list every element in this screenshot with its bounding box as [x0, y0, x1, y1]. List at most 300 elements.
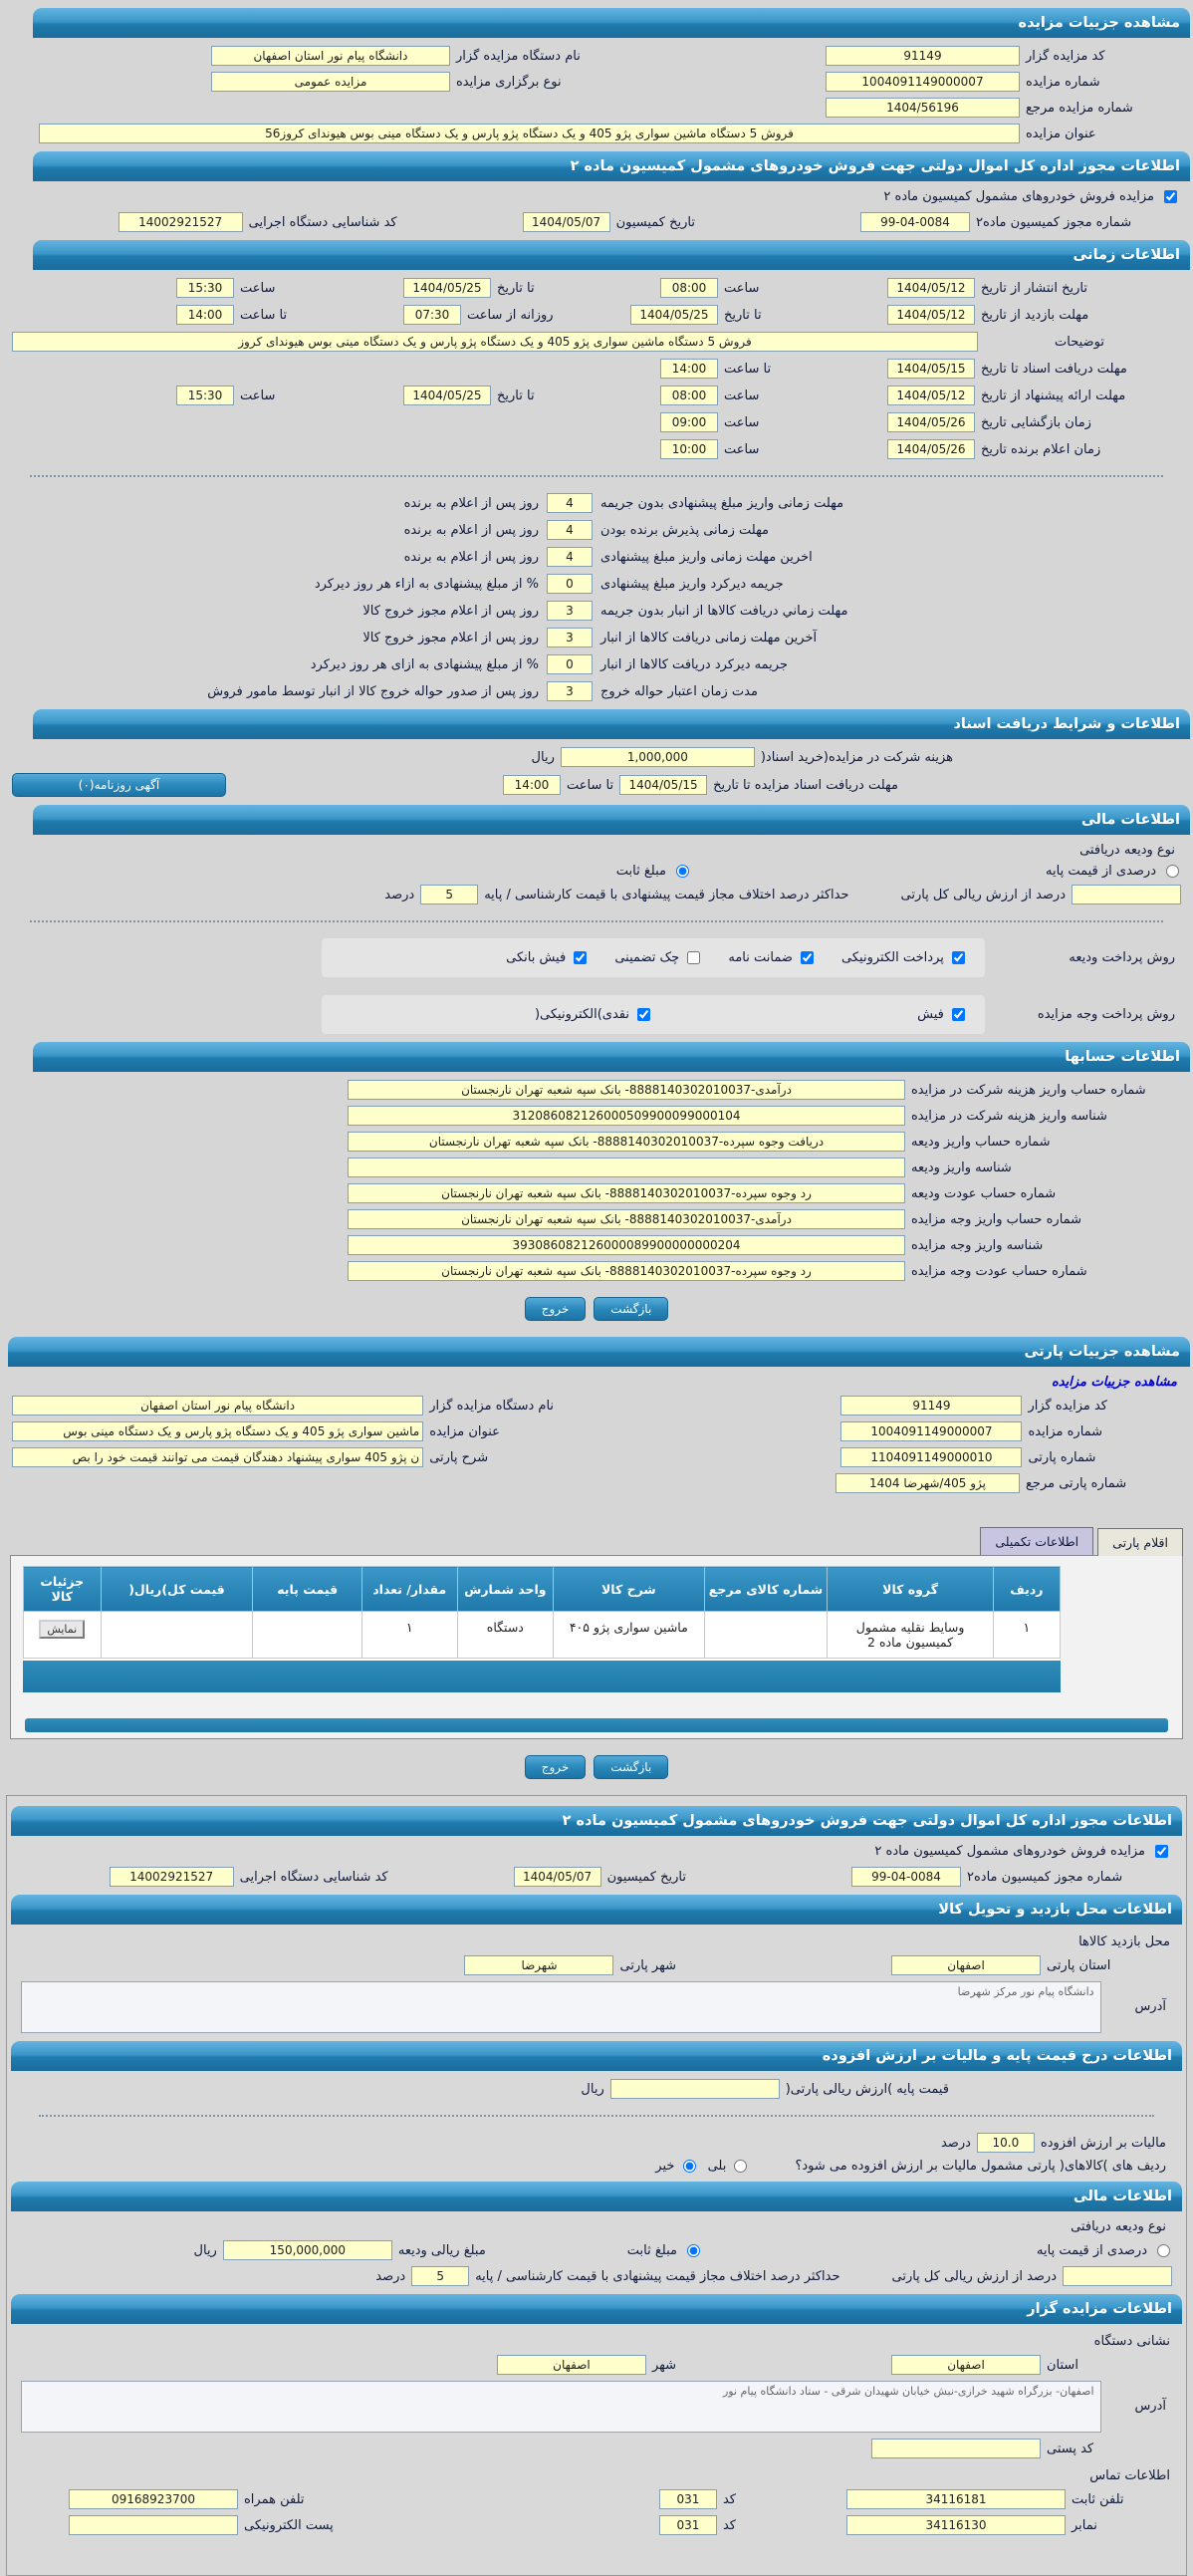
deadline-value[interactable]: [547, 574, 593, 594]
fax-field[interactable]: [846, 2515, 1066, 2535]
section-header-timing: [33, 240, 1190, 270]
option-guaranteed-check: چک تضمینی: [614, 950, 702, 965]
org-address-field-label: آدرس: [1134, 2399, 1166, 2414]
visit-daily-from-time[interactable]: [403, 305, 461, 325]
account-field[interactable]: [348, 1158, 905, 1177]
deposit-amount-label: مبلغ ریالی ودیعه: [397, 2242, 486, 2258]
deposit-type-label: نوع ودیعه دریافتی: [1079, 843, 1175, 858]
deadline-suffix: روز پس از اعلام مجوز خروج کالا: [362, 603, 539, 619]
lot-items-table: [23, 1566, 1061, 1659]
winner-hour-label: ساعت: [724, 441, 760, 457]
deadline-suffix: روز پس از صدور حواله خروج کالا از انبار توسط مامور فروش: [207, 683, 539, 699]
row-deposit-type: [12, 843, 1181, 858]
tab-lot-items[interactable]: اقلام پارتی: [1097, 1528, 1183, 1556]
row-permit-details: [12, 212, 1181, 232]
deposit-payment-label: روش پرداخت ودیعه: [1069, 950, 1175, 965]
publish-from-label: تاریخ انتشار از تاریخ: [981, 280, 1088, 296]
guarantee-letter-checkbox[interactable]: [801, 951, 814, 964]
account-label: شناسه واریز هزینه شرکت در مزایده: [911, 1108, 1107, 1124]
vat-field[interactable]: [977, 2133, 1035, 2153]
deadline-value[interactable]: [547, 681, 593, 701]
account-label: شماره حساب واریز هزینه شرکت در مزایده: [911, 1082, 1146, 1098]
view-auction-details-link[interactable]: مشاهده جزییات مزایده: [1051, 1375, 1177, 1390]
deadline-suffix: روز پس از اعلام مجوز خروج کالا: [362, 630, 539, 645]
deadline-suffix: روز پس از اعلام به برنده: [403, 522, 539, 538]
winner-date[interactable]: [887, 439, 975, 459]
commission-article2-checkbox[interactable]: [1155, 1845, 1168, 1858]
row-org-province-city: [21, 2355, 1172, 2375]
contact-info-label: اطلاعات تماس: [1089, 2468, 1170, 2483]
bidder-code-field[interactable]: [826, 46, 1020, 66]
phone-label: تلفن ثابت: [1072, 2491, 1124, 2507]
table-header-row: [24, 1567, 1061, 1612]
auction-title-field[interactable]: [12, 1421, 423, 1441]
account-row: [12, 1080, 1181, 1100]
row-lot-ref: [12, 1473, 1181, 1493]
row-number-type: [12, 72, 1181, 92]
row-vat-question: [21, 2159, 1172, 2174]
org-name-field[interactable]: [12, 1396, 423, 1416]
percent-of-base-label: درصدی از قیمت پایه: [1037, 2242, 1147, 2258]
lot-province-label: استان پارتی: [1047, 1957, 1111, 1973]
cell-base-price: [253, 1612, 361, 1659]
percent-of-base-radio[interactable]: [1157, 2244, 1170, 2257]
section-header-financial: [33, 805, 1190, 835]
account-row: [12, 1132, 1181, 1152]
deadline-value[interactable]: [547, 520, 593, 540]
col-goods-group: گروه کالا: [828, 1567, 993, 1612]
deadline-row: [12, 520, 969, 540]
lot-ref-label: شماره پارتی مرجع: [1026, 1475, 1127, 1491]
auction-payment-options: [322, 995, 985, 1034]
row-offer-dates: [12, 386, 1181, 405]
auction-type-field[interactable]: [211, 72, 450, 92]
postal-code-field[interactable]: [871, 2439, 1041, 2458]
rial-unit-label: ریال: [193, 2242, 217, 2258]
deadline-suffix: % از مبلغ پیشنهادی به ازاء هر روز دیرکرد: [314, 576, 539, 592]
deadline-row: [12, 654, 969, 674]
lot-desc-label: شرح پارتی: [429, 1449, 489, 1465]
fixed-amount-label: مبلغ ثابت: [615, 864, 667, 879]
account-label: شناسه واریز وجه مزایده: [911, 1237, 1044, 1253]
row-deposit-percent2: [21, 2266, 1172, 2286]
divider: [30, 920, 1163, 922]
col-item-details: جزئیات کالا: [24, 1567, 102, 1612]
offer-from-time[interactable]: [660, 386, 718, 405]
docs-deadline-hour-label: تا ساعت: [724, 361, 772, 377]
row-deposit-radios: [12, 864, 1181, 879]
row-code-org: [12, 46, 1181, 66]
postal-code-label: کد پستی: [1047, 2441, 1094, 2456]
row-fax: [21, 2515, 1172, 2535]
table-pager-bar[interactable]: [23, 1661, 1061, 1692]
vat-no-radio[interactable]: [683, 2160, 696, 2173]
option-electronic-payment: پرداخت الکترونیکی: [841, 950, 967, 965]
section-header-financial2: [11, 2182, 1182, 2211]
permit-number-field[interactable]: [851, 1867, 961, 1887]
percent-unit-label: درصد: [384, 887, 415, 902]
auction-payment-label: روش پرداخت وجه مزایده: [1037, 1007, 1175, 1022]
section-header-auctioneer: [11, 2294, 1182, 2324]
fixed-amount-radio[interactable]: [676, 865, 689, 878]
auction-title-label: عنوان مزایده: [1026, 126, 1096, 141]
visit-from-label: مهلت بازدید از تاریخ: [981, 307, 1089, 323]
docs-deadline-date[interactable]: [887, 359, 975, 379]
row-deposit-radios2: [21, 2240, 1172, 2260]
vat-yes-radio[interactable]: [734, 2160, 747, 2173]
visit-daily-to-time[interactable]: [176, 305, 234, 325]
section-title: اطلاعات محل بازدید و تحویل کالا: [938, 1902, 1172, 1918]
row-publish-dates: [12, 278, 1181, 298]
section-header-lot-details: [8, 1337, 1190, 1367]
phone-code-label: کد: [722, 2491, 736, 2507]
col-base-price: قیمت پایه: [253, 1567, 361, 1612]
publish-from-hour-label: ساعت: [724, 280, 760, 296]
participation-fee-label: هزینه شرکت در مزایده(خرید اسناد(: [760, 749, 953, 765]
org-name-label: نام دستگاه مزایده گزار: [456, 48, 581, 64]
agency-code-label: کد شناسایی دستگاه اجرایی: [239, 1869, 388, 1885]
account-field[interactable]: [348, 1080, 905, 1100]
agency-code-field[interactable]: [119, 212, 243, 232]
cell-goods-ref: [704, 1612, 828, 1659]
fixed-amount-label: مبلغ ثابت: [626, 2242, 678, 2258]
option-bank-slip: فیش بانکی: [506, 950, 589, 965]
max-diff-label: حداکثر درصد اختلاف مجاز قیمت پیشنهادی با قیمت کارشناسی / پایه: [484, 887, 849, 902]
org-province-field[interactable]: [891, 2355, 1041, 2375]
col-row-index: ردیف: [993, 1567, 1060, 1612]
col-total-price: قیمت کل)ریال(: [101, 1567, 253, 1612]
deposit-payment-options: [322, 938, 985, 977]
section-title: اطلاعات مزایده گزار: [1027, 2301, 1172, 2317]
offer-to-time[interactable]: [176, 386, 234, 405]
section-header-documents: [33, 709, 1190, 739]
panel-bottom-bar: [25, 1718, 1168, 1732]
row-opening-time: [12, 412, 1181, 432]
back-button[interactable]: بازگشت: [594, 1755, 668, 1779]
deposit-percent-label: درصد از ارزش ریالی کل پارتی: [900, 887, 1066, 902]
account-row: [12, 1209, 1181, 1229]
deadline-row: [12, 547, 969, 567]
docs-deadline-label: مهلت دریافت اسناد تا تاریخ: [981, 361, 1127, 377]
deadline-row: [12, 574, 969, 594]
deposit-type-label: نوع ودیعه دریافتی: [1071, 2219, 1166, 2234]
lot-number-field[interactable]: [840, 1447, 1022, 1467]
option-slip: فیش: [917, 1007, 967, 1022]
deadline-label: اخرین مهلت زمانی واریز مبلغ پیشنهادی: [600, 549, 813, 565]
section-header-auction-details: [33, 8, 1190, 38]
lot-tabs: [10, 1527, 1183, 1555]
org-name-label: نام دستگاه مزایده گزار: [429, 1398, 555, 1414]
opening-date-label: زمان بازگشایی تاریخ: [981, 414, 1091, 430]
newspaper-ad-button[interactable]: آگهی روزنامه(۰): [12, 773, 226, 797]
visit-place-label: محل بازدید کالاها: [1078, 1934, 1170, 1949]
deadline-row: [12, 681, 969, 701]
col-unit: واحد شمارش: [457, 1567, 553, 1612]
auction-number-label: شماره مزایده: [1028, 1423, 1103, 1439]
panel2-buttons: [0, 1755, 1193, 1779]
col-goods-desc: شرح کالا: [554, 1567, 705, 1612]
deadline-label: مهلت زمانی واریز مبلغ پیشنهادی بدون جریمه: [600, 495, 844, 511]
visit-from-date[interactable]: [887, 305, 975, 325]
max-diff-label: حداکثر درصد اختلاف مجاز قیمت پیشنهادی با قیمت کارشناسی / پایه: [475, 2268, 840, 2284]
account-row: [12, 1235, 1181, 1255]
cell-qty: ۱: [361, 1612, 457, 1659]
visit-to-label: تا تاریخ: [724, 307, 762, 323]
commission-date-field[interactable]: [523, 212, 610, 232]
max-diff-field[interactable]: [420, 885, 478, 904]
auction-title-label: عنوان مزایده: [429, 1423, 500, 1439]
commission-date-label: تاریخ کمیسیون: [615, 214, 695, 230]
ref-number-field[interactable]: [826, 98, 1020, 118]
account-row: [12, 1183, 1181, 1203]
row-base-price: [21, 2079, 955, 2099]
bidder-code-field[interactable]: [840, 1396, 1022, 1416]
account-field[interactable]: [348, 1209, 905, 1229]
row-lot-no-desc: [12, 1447, 1181, 1467]
commission-article2-checkbox[interactable]: [1164, 190, 1177, 203]
deadline-suffix: روز پس از اعلام به برنده: [403, 549, 539, 565]
divider: [30, 475, 1163, 477]
deadline-label: آخرین مهلت زمانی دریافت کالاها از انبار: [600, 630, 818, 645]
auction-number-field[interactable]: [840, 1421, 1022, 1441]
lot-ref-field[interactable]: [835, 1473, 1020, 1493]
docs-deadline2-time[interactable]: [503, 775, 561, 795]
percent-of-base-label: درصدی از قیمت پایه: [1046, 864, 1156, 879]
deadline-label: جریمه دیرکرد دریافت کالاها از انبار: [600, 656, 788, 672]
deposit-percent-field[interactable]: [1072, 885, 1181, 904]
offer-to-date[interactable]: [403, 386, 491, 405]
publish-to-date[interactable]: [403, 278, 491, 298]
docs-deadline2-date[interactable]: [619, 775, 707, 795]
publish-to-time[interactable]: [176, 278, 234, 298]
visit-to-date[interactable]: [630, 305, 718, 325]
docs-deadline2-label: مهلت دریافت اسناد مزایده تا تاریخ: [713, 777, 898, 793]
email-label: پست الکترونیکی: [244, 2517, 334, 2533]
row-ref-number: [12, 98, 1181, 118]
deadline-label: مدت زمان اعتبار حواله خروج: [600, 683, 758, 699]
account-field[interactable]: [348, 1132, 905, 1152]
lot-city-field[interactable]: [464, 1955, 613, 1975]
section-title: اطلاعات مالی: [1073, 2189, 1172, 2204]
visit-address-label: آدرس: [1134, 1999, 1166, 2014]
offer-from-date[interactable]: [887, 386, 975, 405]
vat-label: مالیات بر ارزش افزوده: [1040, 2135, 1166, 2151]
deadline-suffix: روز پس از اعلام به برنده: [403, 495, 539, 511]
deposit-percent-field[interactable]: [1063, 2266, 1172, 2286]
vat-yes-option: بلی: [708, 2159, 750, 2174]
phone-code-field[interactable]: [659, 2489, 717, 2509]
row-lot-number-title: [12, 1421, 1181, 1441]
visit-daily-to-label: تا ساعت: [240, 307, 288, 323]
deadline-value[interactable]: [547, 601, 593, 621]
section-title: اطلاعات مالی: [1080, 812, 1180, 828]
winner-time[interactable]: [660, 439, 718, 459]
cell-goods-desc: ماشین سواری پژو ۴۰۵: [554, 1612, 705, 1659]
publish-to-label: تا تاریخ: [497, 280, 535, 296]
max-diff-field[interactable]: [411, 2266, 469, 2286]
row-deposit-percent: [12, 885, 1181, 904]
opening-date[interactable]: [887, 412, 975, 432]
section-title: مشاهده جزییات مزایده: [1018, 15, 1180, 31]
agency-code-field[interactable]: [110, 1867, 234, 1887]
publish-from-time[interactable]: [660, 278, 718, 298]
org-province-label: استان: [1047, 2357, 1078, 2373]
show-item-details-button[interactable]: نمایش: [39, 1620, 85, 1639]
row-vat-percent: [21, 2133, 1172, 2153]
section-title: اطلاعات مجوز اداره کل اموال دولتی جهت فروش خودروهای مشمول کمیسیون ماده ۲: [570, 158, 1180, 174]
deadline-label: مهلت زمانی پذیرش برنده بودن: [600, 522, 770, 538]
lot-desc-field[interactable]: [12, 1447, 423, 1467]
cell-unit: دستگاه: [457, 1612, 553, 1659]
row-participation-fee: [12, 747, 959, 767]
participation-fee-field[interactable]: [561, 747, 755, 767]
row-auction-title: [12, 124, 1181, 143]
deadline-label: جریمه دیرکرد واریز مبلغ پیشنهادی: [600, 576, 784, 592]
mobile-field[interactable]: [69, 2489, 238, 2509]
vat-question-label: ردیف های )کالاهای( پارتی مشمول مالیات بر ارزش افزوده می شود؟: [795, 2159, 1166, 2174]
org-city-field[interactable]: [497, 2355, 646, 2375]
visit-daily-from-label: روزانه از ساعت: [467, 307, 554, 323]
row-permit2-details: [21, 1867, 1172, 1887]
account-label: شماره حساب واریز وجه مزایده: [911, 1211, 1082, 1227]
email-field[interactable]: [69, 2515, 238, 2535]
row-docs-deadline: [12, 359, 1181, 379]
account-row: [12, 1106, 1181, 1126]
deadline-value[interactable]: [547, 493, 593, 513]
row-deposit-payment-method: [12, 938, 1181, 977]
percent-of-base-radio[interactable]: [1166, 865, 1179, 878]
deadline-row: [12, 493, 969, 513]
rial-unit-label: ریال: [531, 749, 555, 765]
vat-no-option: خیر: [655, 2159, 697, 2174]
account-label: شماره حساب عودت وجه مزایده: [911, 1263, 1087, 1279]
commission-article2-label: مزایده فروش خودروهای مشمول کمیسیون ماده ۲: [883, 189, 1154, 204]
row-permit2-checkbox: [23, 1844, 1170, 1859]
bidder-code-label: کد مزایده گزار: [1028, 1398, 1107, 1414]
phone-field[interactable]: [846, 2489, 1066, 2509]
col-goods-ref: شماره کالای مرجع: [704, 1567, 828, 1612]
row-docs-deadline2: [12, 773, 1133, 797]
offer-to-hour-label: ساعت: [240, 387, 276, 403]
description-label: توضیحات: [1055, 334, 1104, 350]
row-winner-time: [12, 439, 1181, 459]
cell-goods-group: وسایط نقلیه مشمول کمیسیون ماده 2: [828, 1612, 993, 1659]
visit-address-textarea[interactable]: [21, 1981, 1101, 2033]
section-header-accounts: [33, 1042, 1190, 1072]
row-phone: [21, 2489, 1172, 2509]
permit-number-label: شماره مجوز کمیسیون ماده۲: [967, 1869, 1123, 1885]
table-row: [24, 1612, 1061, 1659]
cell-row-index: ۱: [993, 1612, 1060, 1659]
org-address-textarea[interactable]: [21, 2381, 1101, 2433]
electronic-payment-checkbox[interactable]: [952, 951, 965, 964]
fax-label: نمابر: [1072, 2517, 1097, 2533]
deadline-value[interactable]: [547, 547, 593, 567]
account-field[interactable]: [348, 1261, 905, 1281]
col-qty: مقدار/ تعداد: [361, 1567, 457, 1612]
offer-to-label: تا تاریخ: [497, 387, 535, 403]
opening-hour-label: ساعت: [724, 414, 760, 430]
account-field[interactable]: [348, 1106, 905, 1126]
fax-code-field[interactable]: [659, 2515, 717, 2535]
cash-electronic-checkbox[interactable]: [637, 1008, 650, 1021]
lot-province-field[interactable]: [891, 1955, 1041, 1975]
section-header-visit-location: [11, 1895, 1182, 1925]
offer-from-hour-label: ساعت: [724, 387, 760, 403]
cell-item-details: [24, 1612, 102, 1659]
account-label: شناسه واریز ودیعه: [911, 1159, 1012, 1175]
row-postal-code: [21, 2439, 1172, 2458]
exit-button[interactable]: خروج: [525, 1297, 587, 1321]
docs-deadline2-hour-label: تا ساعت: [566, 777, 614, 793]
back-button[interactable]: بازگشت: [594, 1297, 668, 1321]
agency-code-label: کد شناسایی دستگاه اجرایی: [248, 214, 397, 230]
row-description: [12, 332, 1181, 352]
fixed-amount-radio[interactable]: [687, 2244, 700, 2257]
slip-checkbox[interactable]: [952, 1008, 965, 1021]
lot-info-panel: [6, 1795, 1187, 2576]
publish-from-date[interactable]: [887, 278, 975, 298]
deposit-amount-field[interactable]: [223, 2240, 392, 2260]
org-name-field[interactable]: [211, 46, 450, 66]
section-title: اطلاعات و شرایط دریافت اسناد: [953, 716, 1180, 732]
winner-date-label: زمان اعلام برنده تاریخ: [981, 441, 1101, 457]
section-header-base-price-vat: [11, 2041, 1182, 2071]
org-address-label: نشانی دستگاه: [1093, 2334, 1170, 2349]
row-visit-address: [21, 1981, 1172, 2033]
permit-number-field[interactable]: [860, 212, 970, 232]
lot-items-table-zone: [23, 1566, 1061, 1692]
option-cash-electronic: نقدی)الکترونیکی(: [535, 1007, 652, 1022]
account-label: شماره حساب واریز ودیعه: [911, 1134, 1051, 1150]
exit-button[interactable]: خروج: [525, 1755, 587, 1779]
base-price-label: قیمت پایه )ارزش ریالی پارتی(: [785, 2081, 949, 2097]
mobile-label: تلفن همراه: [244, 2491, 305, 2507]
auction-number-field[interactable]: [826, 72, 1020, 92]
org-city-label: شهر: [651, 2357, 676, 2373]
row-lot-province-city: [21, 1955, 1172, 1975]
commission-date-field[interactable]: [514, 1867, 601, 1887]
deadline-value[interactable]: [547, 628, 593, 647]
ref-number-label: شماره مزایده مرجع: [1026, 100, 1133, 116]
account-label: شماره حساب عودت ودیعه: [911, 1185, 1057, 1201]
opening-time[interactable]: [660, 412, 718, 432]
lot-city-label: شهر پارتی: [619, 1957, 676, 1973]
base-price-field[interactable]: [610, 2079, 780, 2099]
account-field[interactable]: [348, 1183, 905, 1203]
section-title: اطلاعات حسابها: [1065, 1049, 1180, 1065]
section-header-permit2: [11, 1806, 1182, 1836]
auction-title-field[interactable]: [39, 124, 1020, 143]
deadline-value[interactable]: [547, 654, 593, 674]
account-row: [12, 1261, 1181, 1281]
account-field[interactable]: [348, 1235, 905, 1255]
bank-slip-checkbox[interactable]: [574, 951, 587, 964]
publish-to-hour-label: ساعت: [240, 280, 276, 296]
tab-additional-info[interactable]: اطلاعات تکمیلی: [980, 1527, 1093, 1555]
panel1-buttons: [0, 1297, 1193, 1321]
row-permit-checkbox: [14, 189, 1179, 204]
cell-total-price: [101, 1612, 253, 1659]
rial-unit-label: ریال: [581, 2081, 604, 2097]
section-title: مشاهده جزییات پارتی: [1024, 1344, 1180, 1360]
deadline-row: [12, 628, 969, 647]
description-field[interactable]: [12, 332, 978, 352]
deposit-percent-label: درصد از ارزش ریالی کل پارتی: [891, 2268, 1057, 2284]
commission-date-label: تاریخ کمیسیون: [606, 1869, 686, 1885]
docs-deadline-time[interactable]: [660, 359, 718, 379]
guaranteed-check-checkbox[interactable]: [687, 951, 700, 964]
